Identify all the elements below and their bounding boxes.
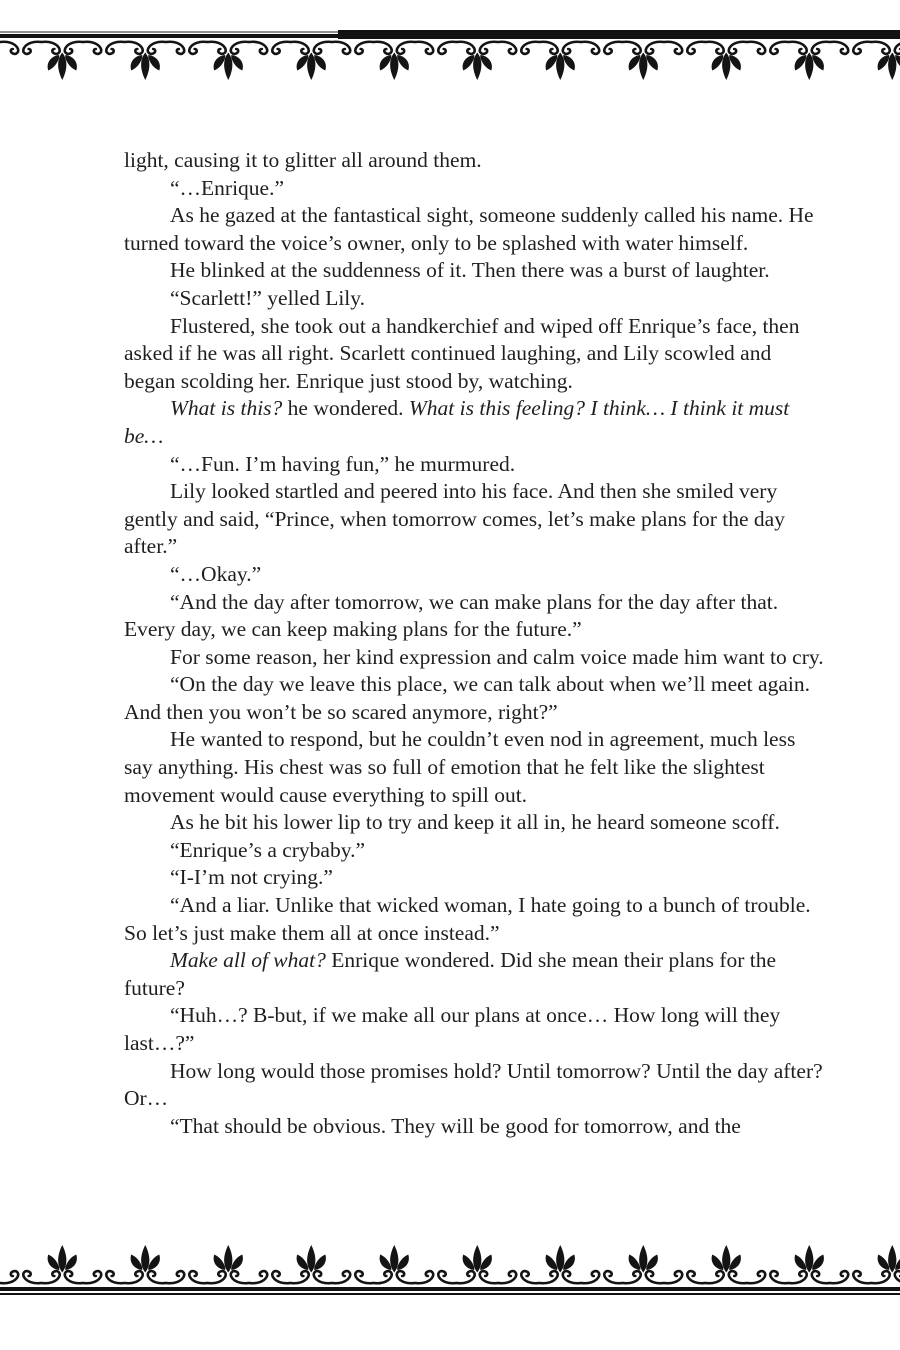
top-rule-thin-gray-line — [0, 31, 338, 33]
text-segment: “Scarlett!” yelled Lily. — [170, 285, 366, 310]
paragraph — [124, 1113, 824, 1141]
text-segment: As he bit his lower lip to try and keep it all in, he heard someone scoff. — [170, 810, 780, 835]
text-segment: Lily looked startled and peered into his face. And then she smiled very gently and said, “Prince, when tomorrow comes, let’s make plans for the day after.” — [124, 479, 785, 559]
paragraph — [124, 285, 824, 313]
paragraph — [124, 257, 824, 285]
italic-text-segment: What is this feeling? I think… I think it must be… — [124, 396, 790, 448]
paragraph — [124, 864, 824, 892]
paragraph — [124, 671, 824, 726]
text-segment: Flustered, she took out a handkerchief and wiped off Enrique’s face, then asked if he was all right. Scarlett continued laughing, and Lily scowled and began scolding her. Enrique just stood by, watching. — [124, 313, 800, 393]
text-segment: He wanted to respond, but he couldn’t even nod in agreement, much less say anything. His chest was so full of emotion that he felt like the slightest movement would cause everything to spill out. — [124, 727, 796, 807]
text-segment: light, causing it to glitter all around them. — [124, 148, 482, 172]
paragraph — [124, 1002, 824, 1057]
paragraph — [124, 478, 824, 561]
paragraph — [124, 561, 824, 589]
paragraph — [124, 837, 824, 865]
text-segment: “Huh…? B-but, if we make all our plans at once… How long will they last…?” — [124, 1003, 781, 1055]
text-segment: For some reason, her kind expression and calm voice made him want to cry. — [170, 644, 824, 669]
paragraph — [124, 175, 824, 203]
paragraph — [124, 644, 824, 672]
text-segment: He blinked at the suddenness of it. Then there was a burst of laughter. — [170, 258, 770, 283]
paragraph — [124, 589, 824, 644]
text-segment: he wondered. — [282, 396, 409, 421]
text-segment: “…Okay.” — [170, 561, 262, 586]
paragraph — [124, 1058, 824, 1113]
top-rule-right-black-bar — [338, 30, 900, 39]
bottom-rule-thick-line — [0, 1287, 900, 1291]
paragraph — [124, 451, 824, 479]
text-segment: “…Enrique.” — [170, 175, 285, 200]
paragraph — [124, 726, 824, 809]
paragraph — [124, 947, 824, 1002]
text-segment: “…Fun. I’m having fun,” he murmured. — [170, 451, 516, 476]
paragraph — [124, 892, 824, 947]
paragraph — [124, 809, 824, 837]
text-segment: “And the day after tomorrow, we can make plans for the day after that. Every day, we can keep making plans for the future.” — [124, 589, 779, 642]
text-segment: How long would those promises hold? Until tomorrow? Until the day after? Or… — [124, 1058, 823, 1111]
text-segment: As he gazed at the fantastical sight, someone suddenly called his name. He turned toward the voice’s owner, only to be splashed with water himself. — [124, 203, 814, 255]
paragraph — [124, 147, 824, 175]
bottom-rule-thin-line — [0, 1293, 900, 1295]
text-segment: “On the day we leave this place, we can talk about when we’ll meet again. And then you won’t be so scared anymore, right?” — [124, 672, 810, 724]
text-segment: “And a liar. Unlike that wicked woman, I hate going to a bunch of trouble. So let’s just make them all at once instead.” — [124, 893, 811, 945]
text-segment: Enrique wondered. Did she mean their plans for the future? — [124, 948, 777, 1000]
italic-text-segment: What is this? — [170, 396, 283, 421]
top-rule-left-segment — [0, 34, 338, 38]
flourish-border-bottom-icon — [0, 1240, 900, 1286]
paragraph — [124, 202, 824, 257]
text-segment: “That should be obvious. They will be good for tomorrow, and the — [170, 1113, 741, 1138]
text-segment: “I-I’m not crying.” — [170, 865, 333, 890]
flourish-border-top-icon — [0, 39, 900, 85]
italic-text-segment: Make all of what? — [170, 948, 326, 973]
paragraph — [124, 313, 824, 396]
text-block — [124, 147, 824, 1140]
paragraph — [124, 395, 824, 450]
text-segment: “Enrique’s a crybaby.” — [170, 837, 366, 862]
